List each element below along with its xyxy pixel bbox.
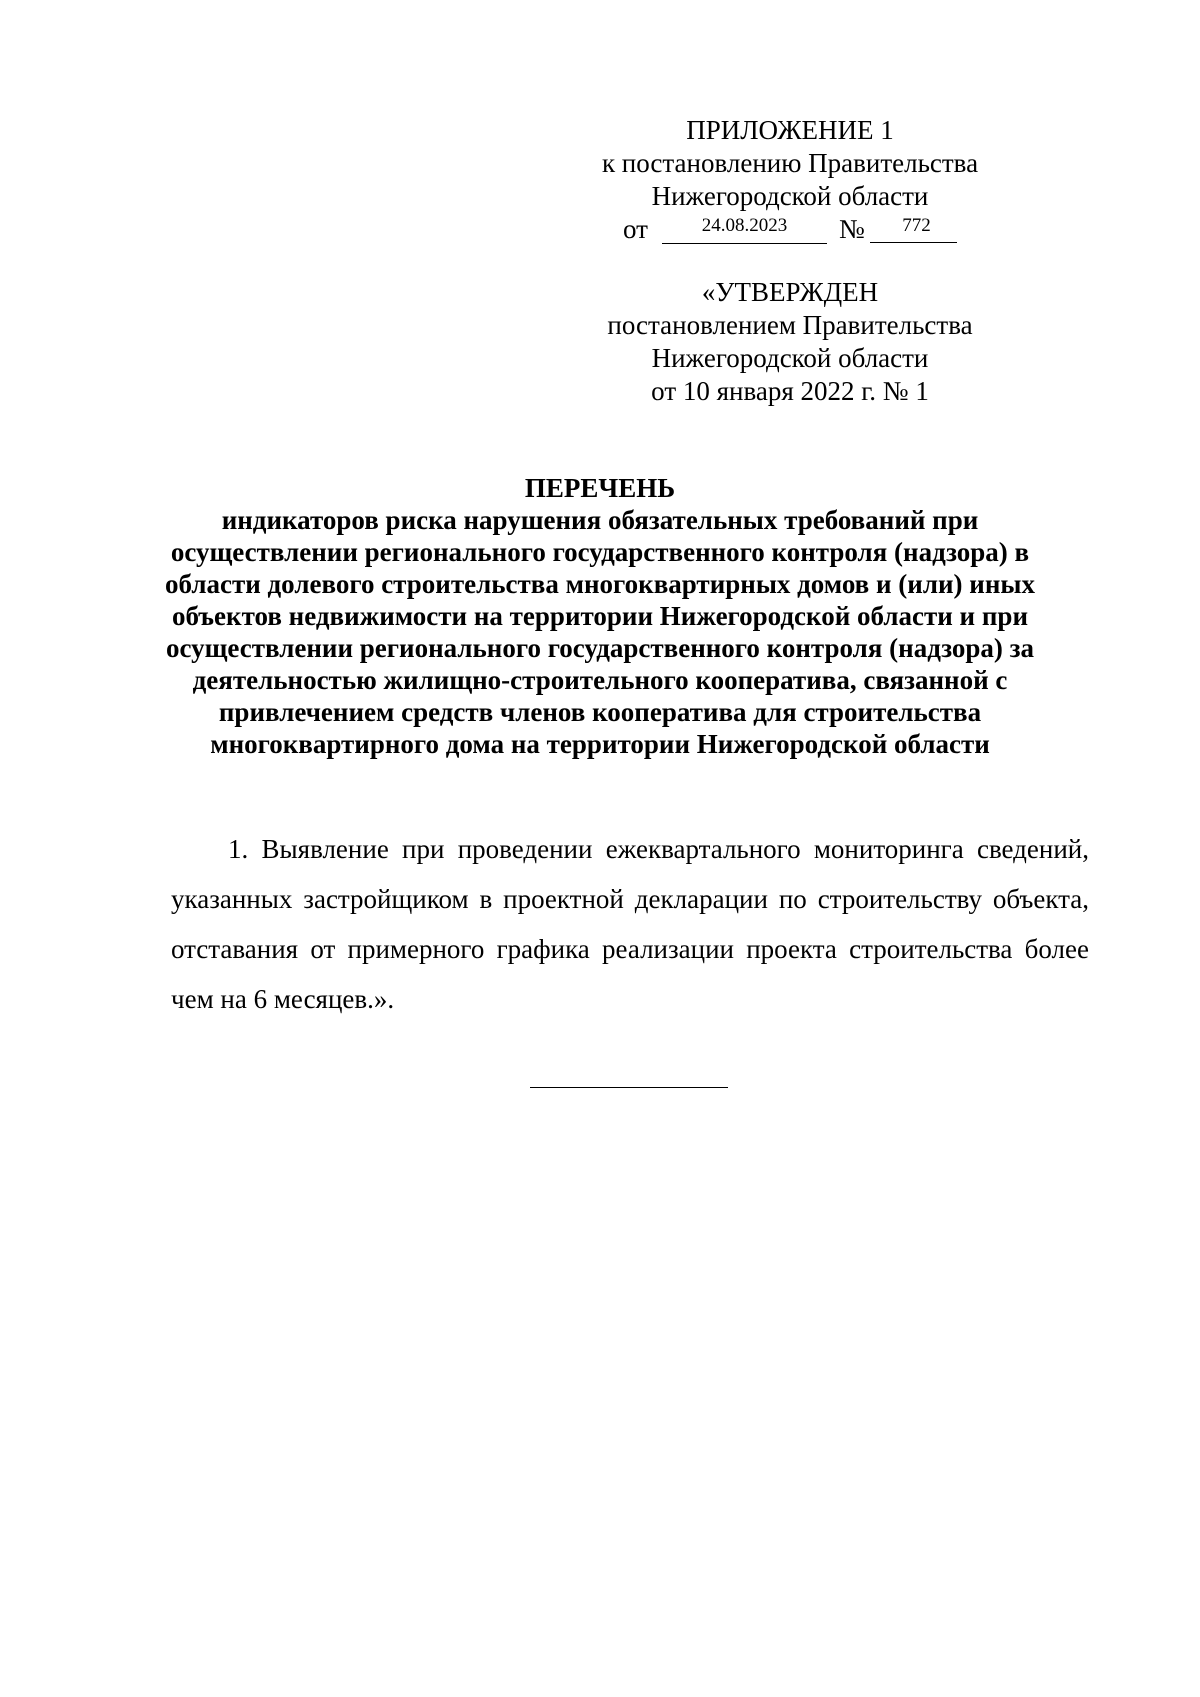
appendix-header xyxy=(560,114,1020,246)
title-subtitle: индикаторов риска нарушения обязательных требований при осуществлении регионального государственного контроля (надзора) в области долевого строительства многоквартирных домов и (или) иных объектов недвижимости на территории Нижегородской области и при осуществлении регионального государственного контроля (надзора) за деятельностью жилищно-строительного кооператива, связанной с привлечением средств членов кооператива для строительства многоквартирного дома на территории Нижегородской области xyxy=(165,505,1035,759)
approved-title: «УТВЕРЖДЕН xyxy=(701,277,879,307)
appendix-date-number-line xyxy=(560,213,1020,246)
approved-header xyxy=(560,276,1020,408)
title-heading: ПЕРЕЧЕНЬ xyxy=(524,473,676,503)
date-prefix: от xyxy=(623,214,648,244)
separator-line xyxy=(530,1087,728,1088)
approved-line-2: постановлением Правительства xyxy=(607,310,973,340)
number-prefix: № xyxy=(839,214,865,244)
appendix-title: ПРИЛОЖЕНИЕ 1 xyxy=(686,115,894,145)
approved-line-3: Нижегородской области xyxy=(651,343,929,373)
document-title xyxy=(150,472,1050,760)
appendix-line-3: Нижегородской области xyxy=(651,181,929,211)
body-item-1: 1. Выявление при проведении ежеквартального мониторинга сведений, указанных застройщиком в проектной декларации по строительству объекта, отставания от примерного графика реализации проекта строительства более чем на 6 месяцев.». xyxy=(171,834,1089,1014)
date-field: 24.08.2023 xyxy=(662,213,827,244)
number-field: 772 xyxy=(870,213,957,243)
approved-line-4: от 10 января 2022 г. № 1 xyxy=(651,376,929,406)
appendix-line-2: к постановлению Правительства xyxy=(601,148,979,178)
